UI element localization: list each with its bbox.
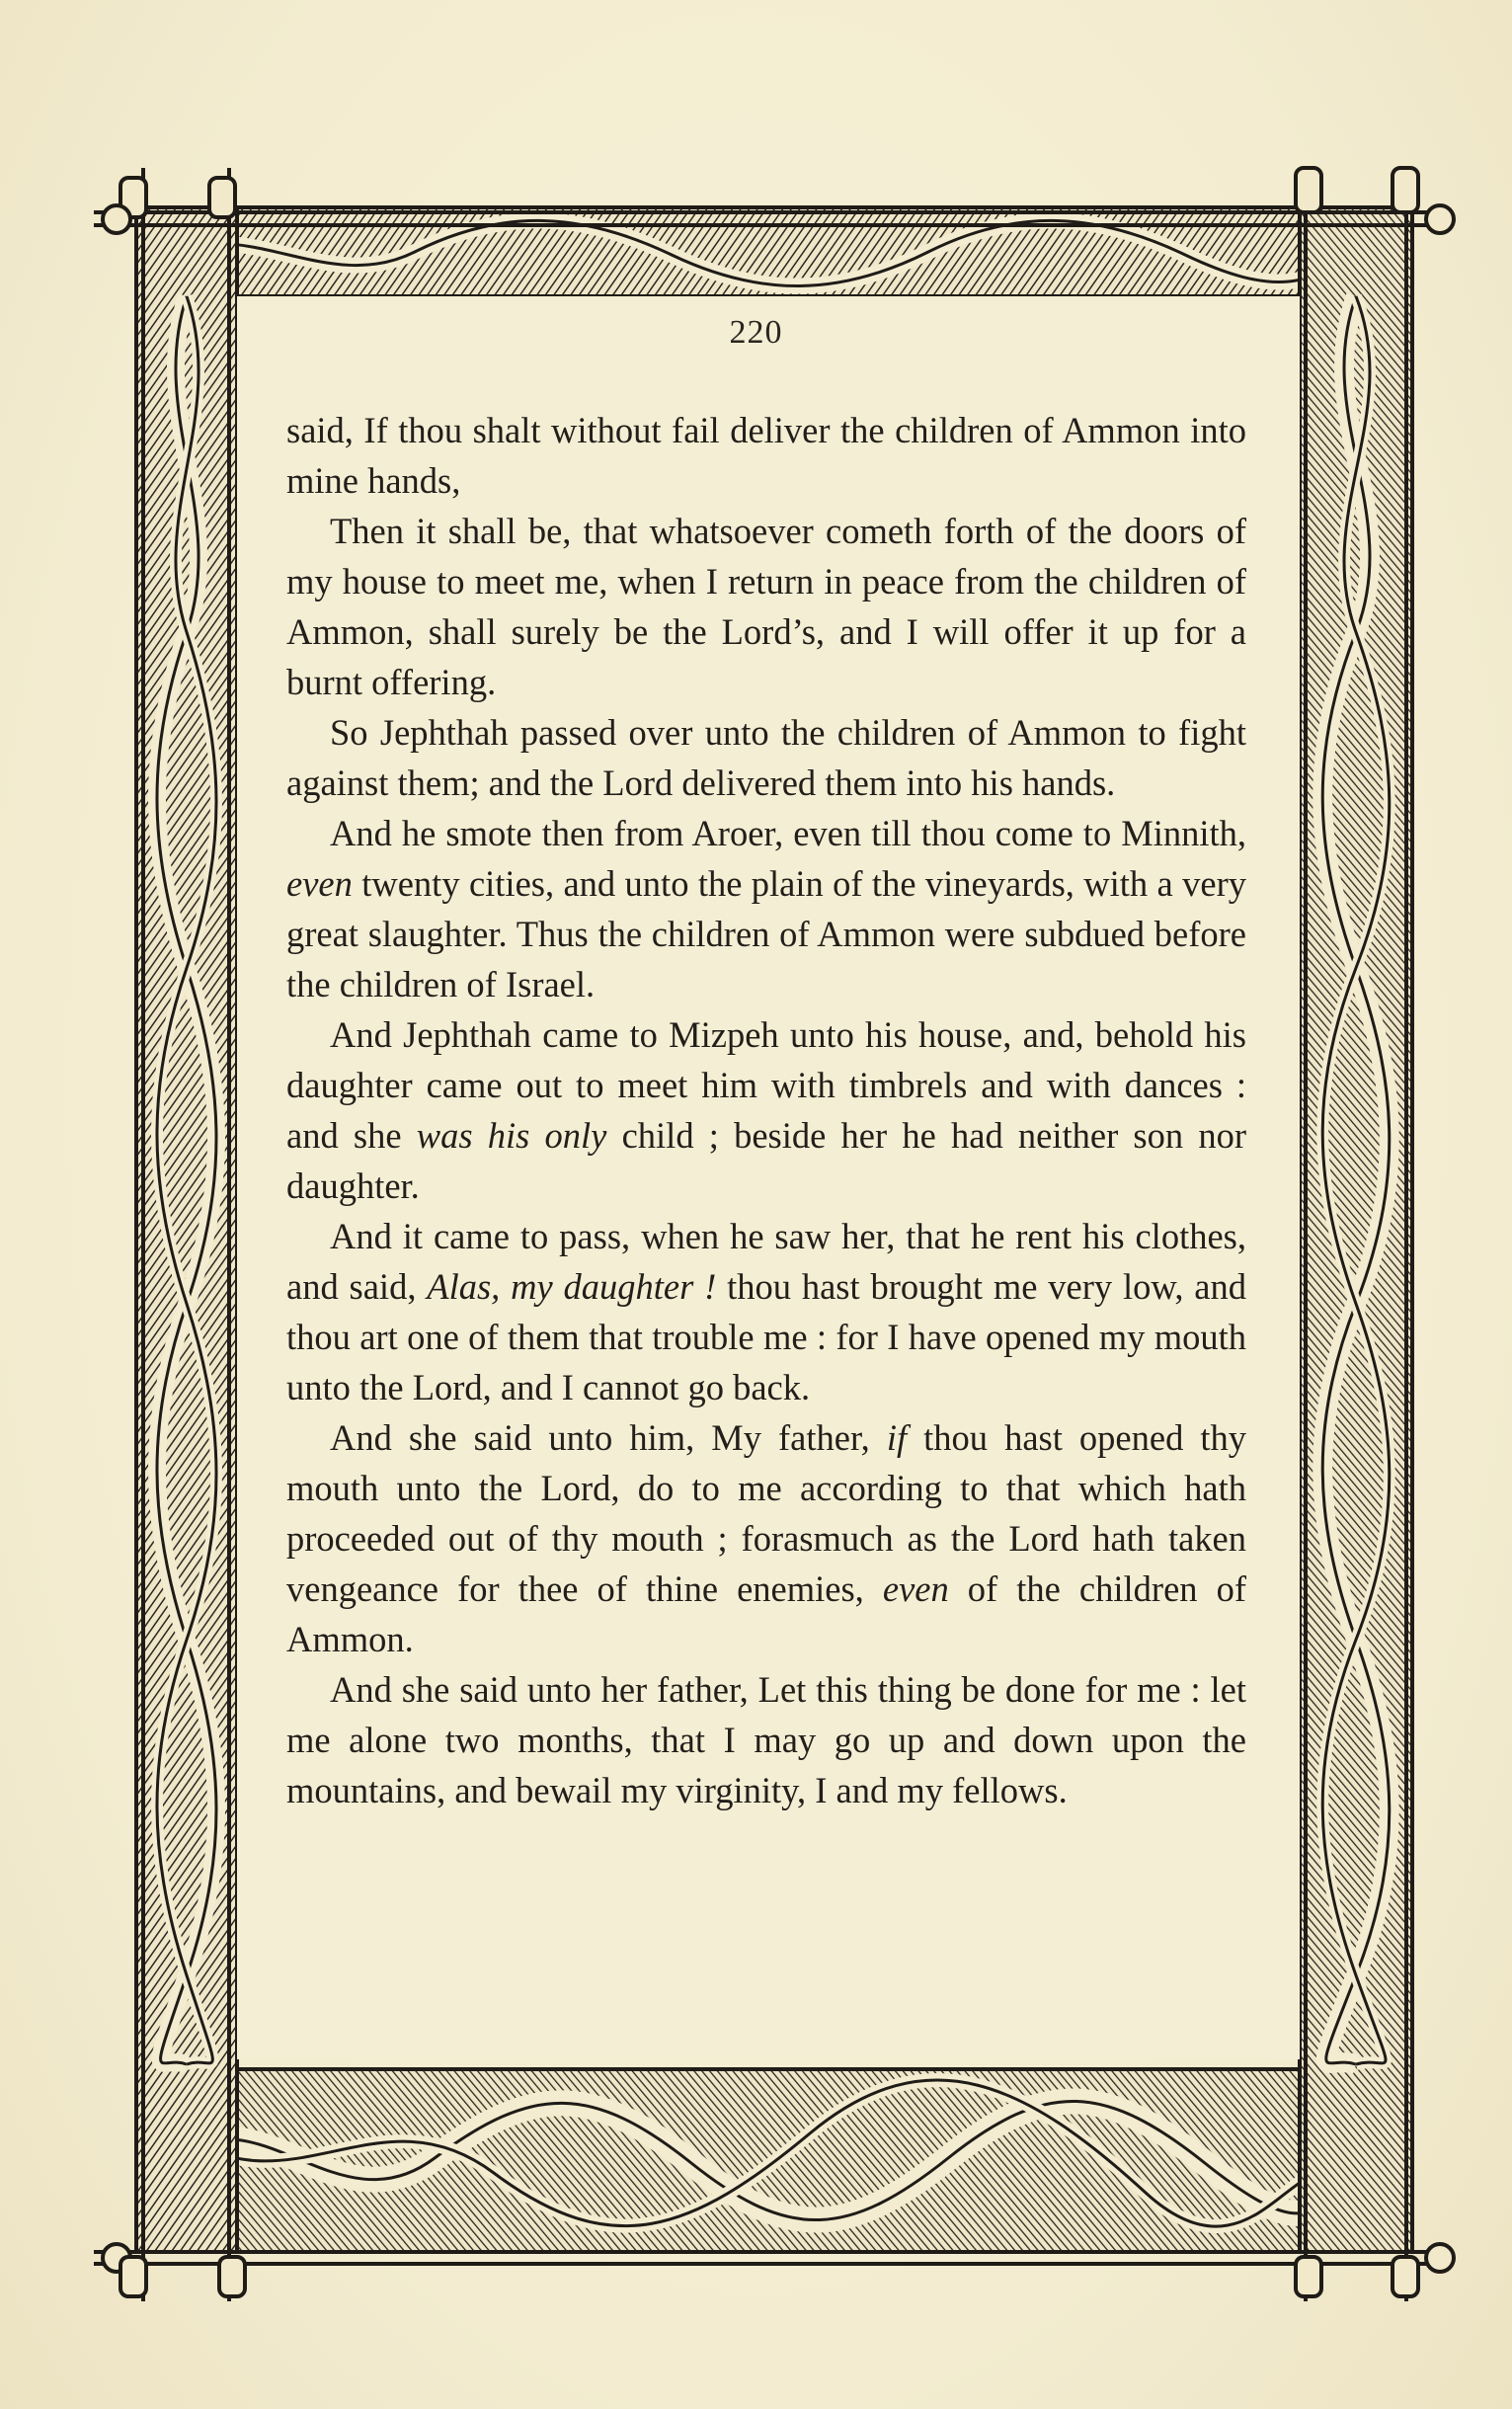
text-run: And she said unto her father, Let this thing be done for me : let me alone two months, that I may go up and down upon the mountains, and bewail my virginity, I and my fellows. bbox=[286, 1669, 1246, 1810]
text-run: So Jephthah passed over unto the children of Ammon to fight against them; and the Lord delivered them into his hands. bbox=[286, 712, 1246, 803]
paragraph bbox=[286, 1412, 1246, 1664]
text-run: thou hast brought me very low, and thou art one of them that trouble me : for I have opened my mouth unto the Lord, and I cannot go back. bbox=[286, 1266, 1246, 1407]
text-run: And it came to pass, when he saw her, that he rent his clothes, and said, bbox=[286, 1216, 1246, 1307]
paragraph bbox=[286, 1009, 1246, 1211]
page-number: 220 bbox=[729, 314, 783, 351]
italic-run: even bbox=[882, 1568, 949, 1609]
text-run: of the children of Ammon. bbox=[286, 1568, 1246, 1659]
body-text bbox=[286, 405, 1246, 1815]
text-run: child ; beside her he had neither son nor daughter. bbox=[286, 1115, 1246, 1206]
italic-run: even bbox=[286, 863, 353, 904]
text-run: And Jephthah came to Mizpeh unto his house, and, behold his daughter came out to meet him with timbrels and with dances : and she bbox=[286, 1014, 1246, 1156]
text-run: twenty cities, and unto the plain of the vineyards, with a very great slaughter. Thus the children of Ammon were subdued before the children of Israel. bbox=[286, 863, 1246, 1004]
text-run: And she said unto him, My father, bbox=[330, 1417, 887, 1458]
paragraph bbox=[286, 808, 1246, 1009]
paragraph bbox=[286, 506, 1246, 707]
italic-run: Alas, my daughter ! bbox=[427, 1266, 717, 1307]
paragraph bbox=[286, 1211, 1246, 1412]
text-run: said, If thou shalt without fail deliver the children of Ammon into mine hands, bbox=[286, 410, 1246, 501]
italic-run: if bbox=[886, 1417, 908, 1458]
border-bottom-band bbox=[138, 2069, 1363, 2252]
border-left-band bbox=[136, 207, 237, 2252]
paragraph bbox=[286, 405, 1246, 506]
border-top-band bbox=[138, 207, 1363, 296]
text-run: Then it shall be, that whatsoever cometh forth of the doors of my house to meet me, when I return in peace from the children of Ammon, shall surely be the Lord’s, and I will offer it up for a burnt offering. bbox=[286, 511, 1246, 702]
paragraph bbox=[286, 1664, 1246, 1815]
text-run: thou hast opened thy mouth unto the Lord, do to me according to that which hath proceeded out of thy mouth ; forasmuch as the Lord hath taken vengeance for thee of thine enemies, bbox=[286, 1417, 1246, 1609]
border-right-band bbox=[1300, 207, 1412, 2252]
italic-run: was his only bbox=[416, 1115, 607, 1156]
text-run: And he smote then from Aroer, even till thou come to Minnith, bbox=[330, 813, 1246, 853]
paragraph bbox=[286, 707, 1246, 808]
